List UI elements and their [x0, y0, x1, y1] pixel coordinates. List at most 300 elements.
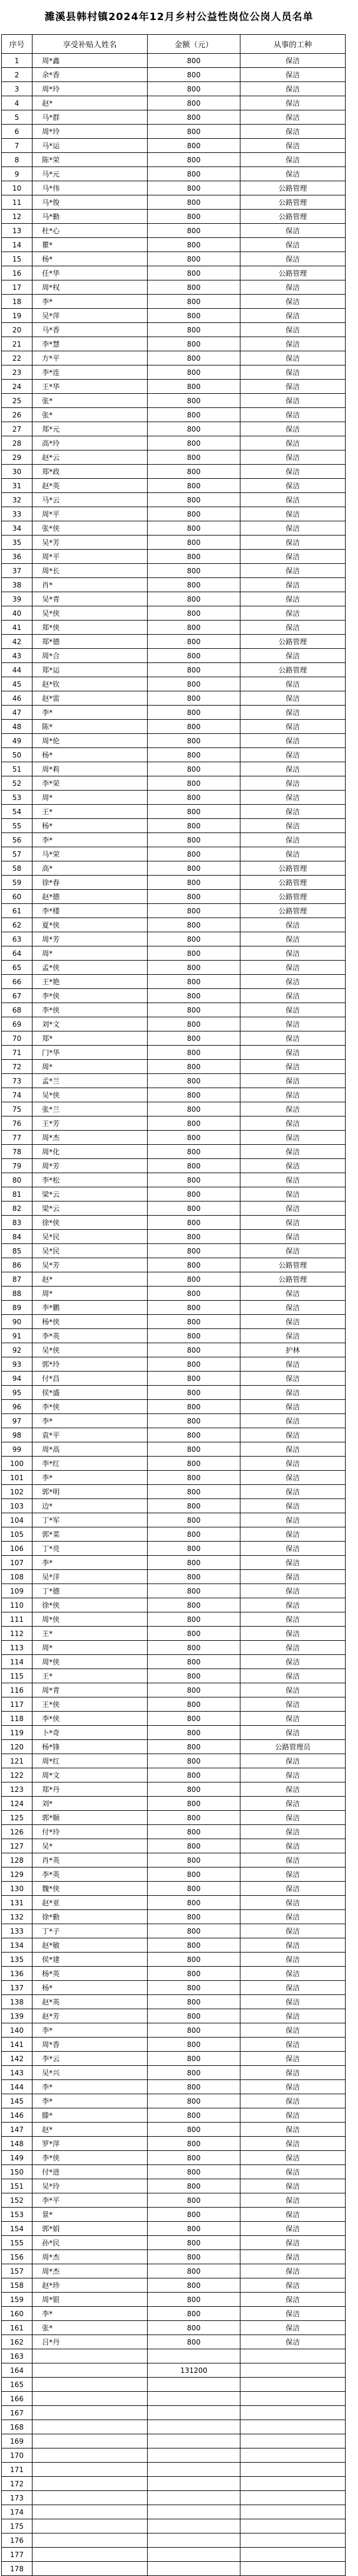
cell-job-type: 保洁 — [240, 1584, 346, 1598]
cell-job-type: 保洁 — [240, 649, 346, 663]
cell-job-type: 公路管理 — [240, 195, 346, 210]
cell-name: 赵*钦 — [32, 677, 148, 691]
cell-index: 109 — [2, 1584, 32, 1598]
table-row — [2, 961, 346, 975]
cell-index: 142 — [2, 2052, 32, 2066]
table-row — [2, 2463, 346, 2477]
cell-index: 127 — [2, 1839, 32, 1853]
cell-job-type: 保洁 — [240, 167, 346, 181]
table-row — [2, 1882, 346, 1896]
table-row — [2, 2123, 346, 2137]
cell-job-type: 保洁 — [240, 465, 346, 479]
cell-amount: 800 — [148, 592, 240, 606]
cell-name — [32, 2448, 148, 2463]
cell-index: 150 — [2, 2165, 32, 2179]
cell-amount: 800 — [148, 677, 240, 691]
cell-name: 肖* — [32, 578, 148, 592]
table-row — [2, 394, 346, 408]
cell-index: 51 — [2, 762, 32, 776]
cell-job-type — [240, 2562, 346, 2576]
cell-index: 104 — [2, 1513, 32, 1527]
cell-index: 88 — [2, 1287, 32, 1301]
cell-name: 李*英 — [32, 1329, 148, 1343]
cell-job-type: 保洁 — [240, 280, 346, 295]
cell-job-type: 公路管理 — [240, 266, 346, 280]
cell-name: 高*玲 — [32, 436, 148, 450]
cell-job-type: 保洁 — [240, 1825, 346, 1839]
cell-job-type: 保洁 — [240, 578, 346, 592]
cell-index: 121 — [2, 1754, 32, 1768]
cell-amount: 800 — [148, 195, 240, 210]
table-row — [2, 1896, 346, 1910]
cell-job-type: 保洁 — [240, 748, 346, 762]
cell-index: 14 — [2, 238, 32, 252]
cell-name: 李* — [32, 1556, 148, 1570]
cell-amount: 800 — [148, 1003, 240, 1017]
table-row — [2, 1471, 346, 1485]
cell-job-type: 保洁 — [240, 1697, 346, 1712]
table-row — [2, 153, 346, 167]
table-row — [2, 550, 346, 564]
cell-amount: 800 — [148, 1046, 240, 1060]
cell-job-type: 保洁 — [240, 1612, 346, 1627]
cell-name: 付*昌 — [32, 1372, 148, 1386]
cell-amount: 800 — [148, 1910, 240, 1924]
cell-index: 62 — [2, 918, 32, 932]
cell-job-type: 保洁 — [240, 1499, 346, 1513]
table-row — [2, 1924, 346, 1938]
cell-index: 114 — [2, 1655, 32, 1669]
cell-job-type: 保洁 — [240, 975, 346, 989]
cell-job-type: 公路管理 — [240, 904, 346, 918]
cell-index: 77 — [2, 1131, 32, 1145]
cell-name: 周*红 — [32, 1754, 148, 1768]
cell-index: 48 — [2, 720, 32, 734]
cell-name: 马*群 — [32, 110, 148, 125]
cell-amount: 800 — [148, 1967, 240, 1981]
cell-job-type: 保洁 — [240, 932, 346, 946]
table-row — [2, 521, 346, 536]
cell-index: 13 — [2, 224, 32, 238]
table-row — [2, 1527, 346, 1542]
table-row — [2, 1145, 346, 1159]
cell-amount — [148, 2406, 240, 2420]
cell-amount: 800 — [148, 450, 240, 465]
cell-index: 112 — [2, 1627, 32, 1641]
cell-amount: 800 — [148, 2278, 240, 2293]
table-row — [2, 1811, 346, 1825]
cell-index: 132 — [2, 1910, 32, 1924]
cell-amount: 800 — [148, 238, 240, 252]
table-row — [2, 139, 346, 153]
table-row — [2, 1995, 346, 2009]
table-row — [2, 1315, 346, 1329]
table-body — [2, 54, 346, 2576]
cell-amount: 800 — [148, 734, 240, 748]
cell-name: 马*俊 — [32, 195, 148, 210]
cell-amount: 800 — [148, 1414, 240, 1428]
table-row — [2, 1343, 346, 1357]
cell-amount: 800 — [148, 1400, 240, 1414]
cell-name: 吴*侠 — [32, 1343, 148, 1357]
cell-job-type: 保洁 — [240, 2038, 346, 2052]
cell-job-type: 保洁 — [240, 2193, 346, 2208]
cell-name: 孙*民 — [32, 2236, 148, 2250]
cell-name: 周* — [32, 946, 148, 961]
cell-name: 李* — [32, 2023, 148, 2038]
cell-index: 167 — [2, 2406, 32, 2420]
cell-index: 156 — [2, 2250, 32, 2264]
table-row — [2, 1641, 346, 1655]
cell-job-type — [240, 2420, 346, 2434]
cell-name: 李* — [32, 1414, 148, 1428]
cell-name: 梁*云 — [32, 1202, 148, 1216]
cell-job-type: 保洁 — [240, 1187, 346, 1202]
cell-job-type: 保洁 — [240, 847, 346, 861]
cell-index: 99 — [2, 1442, 32, 1457]
cell-name: 张* — [32, 2321, 148, 2335]
table-row — [2, 1839, 346, 1853]
cell-job-type: 保洁 — [240, 833, 346, 847]
cell-amount: 800 — [148, 380, 240, 394]
cell-index: 39 — [2, 592, 32, 606]
table-row — [2, 1499, 346, 1513]
table-row — [2, 536, 346, 550]
cell-job-type: 保洁 — [240, 2165, 346, 2179]
cell-job-type: 公路管理 — [240, 1258, 346, 1272]
cell-index: 147 — [2, 2123, 32, 2137]
cell-amount: 800 — [148, 2066, 240, 2080]
cell-amount: 800 — [148, 536, 240, 550]
table-row — [2, 1102, 346, 1116]
cell-index: 53 — [2, 791, 32, 805]
table-row — [2, 1981, 346, 1995]
cell-name: 赵* — [32, 2123, 148, 2137]
cell-index: 136 — [2, 1967, 32, 1981]
cell-name: 周*芳 — [32, 932, 148, 946]
cell-amount: 800 — [148, 819, 240, 833]
cell-index: 78 — [2, 1145, 32, 1159]
cell-amount: 800 — [148, 365, 240, 380]
cell-amount: 800 — [148, 1726, 240, 1740]
cell-index: 98 — [2, 1428, 32, 1442]
cell-index: 75 — [2, 1102, 32, 1116]
cell-name: 王*侠 — [32, 1697, 148, 1712]
cell-job-type: 公路管理 — [240, 1272, 346, 1287]
cell-amount: 800 — [148, 1315, 240, 1329]
cell-index: 153 — [2, 2208, 32, 2222]
cell-amount: 800 — [148, 762, 240, 776]
cell-job-type: 保洁 — [240, 295, 346, 309]
cell-amount — [148, 2519, 240, 2533]
cell-name: 李*侠 — [32, 1400, 148, 1414]
cell-amount: 800 — [148, 1216, 240, 1230]
cell-index: 177 — [2, 2548, 32, 2562]
cell-index: 122 — [2, 1768, 32, 1782]
cell-index: 40 — [2, 606, 32, 621]
table-row — [2, 1457, 346, 1471]
cell-index: 113 — [2, 1641, 32, 1655]
table-row — [2, 1953, 346, 1967]
cell-job-type: 保洁 — [240, 1797, 346, 1811]
cell-job-type: 保洁 — [240, 1230, 346, 1244]
cell-amount: 800 — [148, 2250, 240, 2264]
table-row — [2, 1825, 346, 1839]
cell-job-type: 保洁 — [240, 1173, 346, 1187]
cell-index: 129 — [2, 1867, 32, 1882]
table-row — [2, 181, 346, 195]
cell-job-type: 保洁 — [240, 1060, 346, 1074]
cell-name: 肖*英 — [32, 1853, 148, 1867]
cell-name: 周*权 — [32, 280, 148, 295]
cell-job-type: 保洁 — [240, 1414, 346, 1428]
cell-amount — [148, 2477, 240, 2491]
cell-amount: 800 — [148, 153, 240, 167]
cell-amount: 800 — [148, 564, 240, 578]
cell-index: 160 — [2, 2307, 32, 2321]
cell-amount: 800 — [148, 1513, 240, 1527]
cell-index: 141 — [2, 2038, 32, 2052]
cell-name — [32, 2392, 148, 2406]
cell-amount: 800 — [148, 2208, 240, 2222]
cell-index: 16 — [2, 266, 32, 280]
cell-amount: 800 — [148, 1116, 240, 1131]
cell-amount: 800 — [148, 210, 240, 224]
cell-name: 吴*青 — [32, 592, 148, 606]
cell-amount: 800 — [148, 1159, 240, 1173]
cell-amount: 800 — [148, 2038, 240, 2052]
cell-index: 145 — [2, 2094, 32, 2108]
cell-amount: 800 — [148, 1598, 240, 1612]
cell-index: 173 — [2, 2491, 32, 2505]
cell-job-type: 保洁 — [240, 1471, 346, 1485]
cell-job-type: 保洁 — [240, 1542, 346, 1556]
table-row — [2, 2179, 346, 2193]
table-row — [2, 450, 346, 465]
cell-job-type — [240, 2392, 346, 2406]
table-row — [2, 1202, 346, 1216]
cell-job-type: 公路管理 — [240, 663, 346, 677]
cell-name: 周*青 — [32, 1683, 148, 1697]
table-row — [2, 2094, 346, 2108]
cell-index: 60 — [2, 890, 32, 904]
cell-name: 吴*芳 — [32, 536, 148, 550]
cell-job-type: 保洁 — [240, 365, 346, 380]
table-row — [2, 1272, 346, 1287]
table-row — [2, 1754, 346, 1768]
cell-index: 52 — [2, 776, 32, 791]
table-row — [2, 2137, 346, 2151]
cell-name: 李*侠 — [32, 1003, 148, 1017]
cell-amount: 800 — [148, 1457, 240, 1471]
table-row — [2, 2307, 346, 2321]
cell-job-type: 保洁 — [240, 2108, 346, 2123]
table-row — [2, 1159, 346, 1173]
cell-amount: 800 — [148, 68, 240, 82]
cell-name — [32, 2562, 148, 2576]
cell-job-type: 保洁 — [240, 1485, 346, 1499]
cell-index: 72 — [2, 1060, 32, 1074]
cell-index: 172 — [2, 2477, 32, 2491]
cell-job-type — [240, 2519, 346, 2533]
cell-index: 140 — [2, 2023, 32, 2038]
cell-job-type — [240, 2448, 346, 2463]
cell-job-type: 保洁 — [240, 1655, 346, 1669]
cell-amount: 800 — [148, 2222, 240, 2236]
table-row — [2, 54, 346, 68]
table-row — [2, 918, 346, 932]
cell-job-type: 保洁 — [240, 706, 346, 720]
cell-name: 周*银 — [32, 2293, 148, 2307]
table-row — [2, 805, 346, 819]
cell-amount: 800 — [148, 1669, 240, 1683]
cell-name: 赵*芳 — [32, 2009, 148, 2023]
table-row — [2, 2562, 346, 2576]
cell-amount: 800 — [148, 1981, 240, 1995]
cell-index: 89 — [2, 1301, 32, 1315]
cell-amount — [148, 2491, 240, 2505]
table-row — [2, 691, 346, 706]
cell-name: 王* — [32, 1627, 148, 1641]
cell-job-type: 保洁 — [240, 1315, 346, 1329]
table-row — [2, 847, 346, 861]
table-row — [2, 946, 346, 961]
cell-name: 李*侠 — [32, 989, 148, 1003]
cell-name — [32, 2463, 148, 2477]
cell-job-type — [240, 2477, 346, 2491]
cell-job-type — [240, 2378, 346, 2392]
table-row — [2, 1046, 346, 1060]
table-row — [2, 564, 346, 578]
cell-name: 吕*丹 — [32, 2335, 148, 2349]
document-title: 濉溪县韩村镇2024年12月乡村公益性岗位公岗人员名单 — [44, 11, 314, 23]
cell-job-type: 护林 — [240, 1343, 346, 1357]
cell-amount: 800 — [148, 550, 240, 564]
cell-job-type: 保洁 — [240, 1598, 346, 1612]
cell-name: 杨*锋 — [32, 1740, 148, 1754]
cell-amount: 800 — [148, 975, 240, 989]
table-row — [2, 1683, 346, 1697]
cell-job-type: 保洁 — [240, 125, 346, 139]
cell-amount: 800 — [148, 1896, 240, 1910]
cell-amount: 800 — [148, 1102, 240, 1116]
cell-job-type: 保洁 — [240, 1216, 346, 1230]
table-row — [2, 2477, 346, 2491]
cell-name: 杨* — [32, 252, 148, 266]
cell-amount — [148, 2562, 240, 2576]
cell-amount: 800 — [148, 2023, 240, 2038]
cell-amount: 800 — [148, 989, 240, 1003]
cell-job-type: 保洁 — [240, 1853, 346, 1867]
cell-job-type: 保洁 — [240, 1839, 346, 1853]
cell-amount: 800 — [148, 54, 240, 68]
cell-job-type: 保洁 — [240, 1513, 346, 1527]
cell-index: 37 — [2, 564, 32, 578]
cell-amount — [148, 2448, 240, 2463]
cell-name: 周*平 — [32, 550, 148, 564]
table-row — [2, 380, 346, 394]
cell-amount — [148, 2349, 240, 2363]
cell-amount: 800 — [148, 82, 240, 96]
cell-name: 郑*德 — [32, 635, 148, 649]
cell-amount: 800 — [148, 1754, 240, 1768]
cell-index: 66 — [2, 975, 32, 989]
cell-job-type — [240, 2548, 346, 2562]
cell-amount: 800 — [148, 2193, 240, 2208]
cell-job-type: 保洁 — [240, 323, 346, 337]
cell-name: 周* — [32, 1287, 148, 1301]
table-row — [2, 2250, 346, 2264]
cell-index: 33 — [2, 507, 32, 521]
cell-job-type: 保洁 — [240, 337, 346, 351]
table-row — [2, 2363, 346, 2378]
table-row — [2, 1386, 346, 1400]
cell-name: 周*合 — [32, 649, 148, 663]
cell-job-type: 保洁 — [240, 1202, 346, 1216]
cell-index: 57 — [2, 847, 32, 861]
table-row — [2, 663, 346, 677]
table-row — [2, 2392, 346, 2406]
cell-amount: 800 — [148, 2307, 240, 2321]
cell-name: 张*兰 — [32, 1102, 148, 1116]
cell-index: 79 — [2, 1159, 32, 1173]
cell-job-type: 保洁 — [240, 351, 346, 365]
cell-amount: 800 — [148, 96, 240, 110]
table-row — [2, 436, 346, 450]
cell-name: 卜*奇 — [32, 1726, 148, 1740]
cell-amount: 800 — [148, 351, 240, 365]
table-row — [2, 1216, 346, 1230]
cell-name: 吴* — [32, 1839, 148, 1853]
cell-amount: 800 — [148, 1386, 240, 1400]
cell-amount: 800 — [148, 1230, 240, 1244]
cell-index: 146 — [2, 2108, 32, 2123]
cell-name: 李* — [32, 2094, 148, 2108]
cell-index: 59 — [2, 876, 32, 890]
table-row — [2, 2519, 346, 2533]
cell-index: 82 — [2, 1202, 32, 1216]
cell-job-type: 保洁 — [240, 2335, 346, 2349]
cell-index: 118 — [2, 1712, 32, 1726]
cell-amount: 800 — [148, 1485, 240, 1499]
cell-amount: 800 — [148, 1131, 240, 1145]
cell-amount: 800 — [148, 323, 240, 337]
cell-name: 吴*芳 — [32, 1258, 148, 1272]
cell-amount: 800 — [148, 904, 240, 918]
cell-job-type: 保洁 — [240, 436, 346, 450]
cell-index: 159 — [2, 2293, 32, 2307]
cell-name: 赵*珍 — [32, 2278, 148, 2293]
table-row — [2, 493, 346, 507]
cell-name: 陈* — [32, 720, 148, 734]
cell-name: 周*杰 — [32, 1131, 148, 1145]
table-row — [2, 1782, 346, 1797]
cell-job-type: 保洁 — [240, 1981, 346, 1995]
cell-job-type: 保洁 — [240, 1357, 346, 1372]
cell-job-type: 保洁 — [240, 2321, 346, 2335]
cell-amount — [148, 2434, 240, 2448]
table-row — [2, 309, 346, 323]
table-row — [2, 606, 346, 621]
cell-index: 15 — [2, 252, 32, 266]
cell-amount — [148, 2463, 240, 2477]
cell-amount: 800 — [148, 1372, 240, 1386]
table-row — [2, 1669, 346, 1683]
cell-index: 117 — [2, 1697, 32, 1712]
cell-index: 9 — [2, 167, 32, 181]
cell-name: 李*松 — [32, 1173, 148, 1187]
cell-index: 143 — [2, 2066, 32, 2080]
